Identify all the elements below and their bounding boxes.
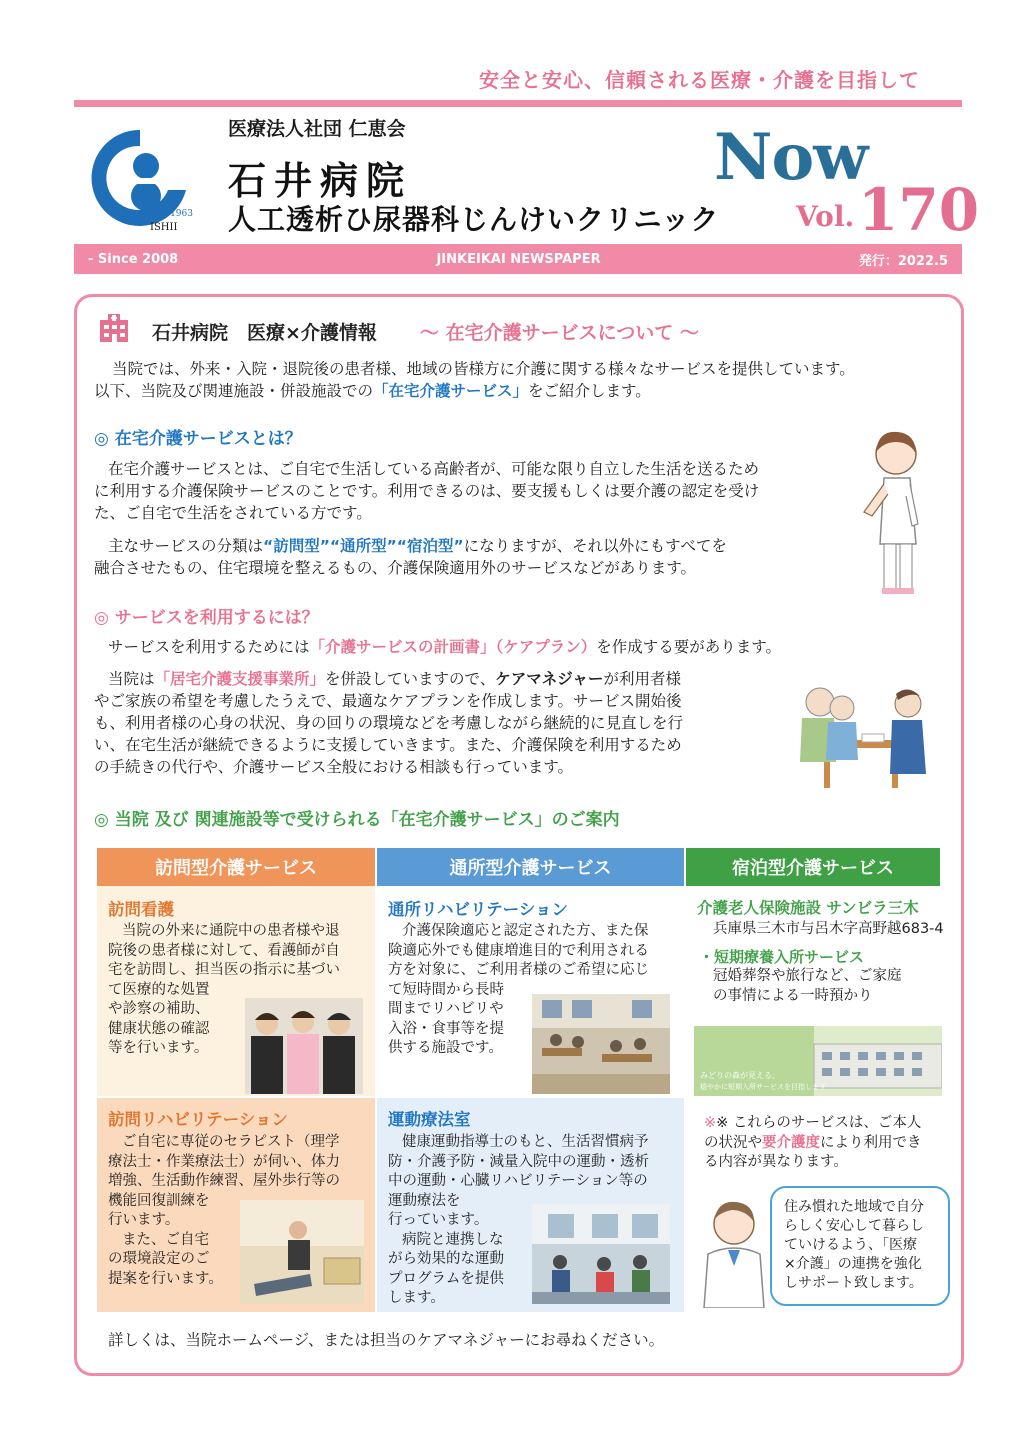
facility-photo-caption-2: 穏やかに短期入所サービスを目指します [700, 1083, 826, 1091]
day-exercise-title: 運動療法室 [388, 1110, 471, 1129]
section-subtitle: ～ 在宅介護サービスについて ～ [420, 322, 699, 344]
exercise-room-photo [532, 1204, 670, 1304]
home-rehab-photo [240, 1200, 364, 1304]
howto-line-4: も、利用者様の心身の状況、身の回りの環境などを考慮しながら継続的に見直しを行 [94, 714, 684, 732]
visit-service-header: 訪問型介護サービス [97, 848, 375, 886]
logo-since: Since 1963 [142, 209, 193, 219]
hospital-name: 石井病院 [228, 158, 413, 203]
hospital-logo [86, 124, 194, 234]
clinic-name: 人工透析ひ尿器科じんけいクリニック [228, 203, 720, 236]
intro-line-2: 以下、当院及び関連施設・併設施設での「在宅介護サービス」をご紹介します。 [94, 382, 651, 400]
newspaper-band [74, 244, 962, 274]
what-line-1: 在宅介護サービスとは、ご自宅で生活している高齢者が、可能な限り自立した生活を送るため [108, 460, 760, 478]
what-line-5: 融合させたもの、住宅環境を整えるもの、介護保険適用外のサービスなどがあります。 [94, 559, 697, 577]
visit-nursing-text: 当院の外来に通院中の患者様や退 院後の患者様に対して、看護師が自 宅を訪問し、担当医の指示に基づい て医療的な処置 や診察の補助、 健康状態の確認 等を行います。 [108, 923, 340, 1056]
howto-line-5: い、在宅生活が継続できるように支援していきます。また、介護保険を利用するため [94, 736, 682, 754]
visit-rehab-title: 訪問リハビリテーション [108, 1110, 289, 1129]
visit-rehab-text: ご自宅に専従のセラピスト（理学 療法士・作業療法士）が伺い、体力 増強、生活動作練習、屋外歩行等の 機能回復訓練を 行います。 また、ご自宅 の環境設定のご 提案を行います。 [108, 1134, 340, 1287]
footer-note: 詳しくは、当院ホームページ、または担当のケアマネジャーにお尋ねください。 [108, 1331, 665, 1349]
doctor-illustration [700, 1196, 770, 1308]
stay-facility-title: 介護老人保険施設 サンビラ三木 [697, 899, 919, 917]
consultation-illustration [790, 678, 940, 790]
what-line-3: た、ご自宅で生活をされている方です。 [94, 504, 372, 522]
stay-short-title: ・短期療養入所サービス [699, 948, 865, 966]
day-service-header: 通所型介護サービス [377, 848, 684, 886]
facility-photo-caption-1: みどりの森が見える、 [700, 1071, 780, 1080]
stay-note: ※※ これらのサービスは、ご本人 の状況や要介護度により利用でき る内容が異なります。 [704, 1115, 922, 1170]
band-since: - Since 2008 [88, 251, 179, 267]
nurse-illustration [854, 424, 930, 596]
band-date: 発行：2022.5 [858, 253, 948, 269]
stay-short-text: 冠婚葬祭や旅行など、ご家庭 の事情による一時預かり [713, 968, 902, 1004]
howto-line-3: やご家族の希望を考慮したうえで、最適なケアプランを作成します。サービス開始後 [94, 692, 682, 710]
howto-line-6: の手続きの代行や、介護サービス全般における相談も行っています。 [94, 758, 573, 776]
nurses-photo [245, 998, 363, 1094]
stay-address: 兵庫県三木市与呂木字高野越683-4 [713, 921, 944, 937]
facility-photo [694, 1026, 942, 1096]
org-name: 医療法人社団 仁恵会 [228, 118, 406, 140]
howto-line-1: サービスを利用するためには「介護サービスの計画書」（ケアプラン）を作成する要があります。 [108, 638, 782, 656]
heading-howto: ◎ サービスを利用するには？ [94, 608, 319, 628]
heading-services: ◎ 当院 及び 関連施設等で受けられる「在宅介護サービス」のご案内 [94, 810, 620, 830]
speech-bubble [770, 1186, 950, 1306]
what-line-4: 主なサービスの分類は“訪問型”“通所型”“宿泊型”になりますが、それ以外にもすべてを [108, 537, 727, 555]
now-label: Now [714, 120, 868, 195]
visit-nursing-title: 訪問看護 [108, 900, 174, 919]
day-rehab-title: 通所リハビリテーション [388, 900, 569, 919]
hospital-building-icon [98, 314, 130, 344]
heading-what: ◎ 在宅介護サービスとは？ [94, 429, 302, 449]
stay-service-header: 宿泊型介護サービス [686, 848, 940, 886]
day-rehab-text: 介護保険適応と認定された方、また保 険適応外でも健康増進目的で利用される 方を対象に、ご利用者様のご希望に応じ て短時間から長時 間までリハビリや 入浴・食事等を提 供する施設です。 [388, 923, 649, 1056]
vol-number: 170 [858, 176, 980, 244]
logo-name: ISHII [150, 222, 178, 233]
section-title: 石井病院 医療×介護情報 [152, 322, 377, 344]
what-line-2: に利用する介護保険サービスのことです。利用できるのは、要支援もしくは要介護の認定を受け [94, 482, 760, 500]
intro-line-1: 当院では、外来・入院・退院後の患者様、地域の皆様方に介護に関する様々なサービスを提供しています。 [112, 360, 855, 378]
band-title: JINKEIKAI NEWSPAPER [436, 251, 601, 267]
top-rule [74, 100, 962, 107]
day-exercise-text: 健康運動指導士のもと、生活習慣病予 防・介護予防・減量入院中の運動・透析 中の運動・心臓リハビリテーション等の 運動療法を 行っています。 病院と連携しな がら効果的な運動 プログラムを提供 します。 [388, 1134, 649, 1306]
howto-line-2: 当院は「居宅介護支援事業所」を併設していますので、ケアマネジャーが利用者様 [108, 670, 681, 688]
day-rehab-photo [532, 994, 670, 1094]
vol-label: Vol. [796, 200, 855, 233]
tagline: 安全と安心、信頼される医療・介護を目指して [479, 68, 920, 92]
speech-bubble-text: 住み慣れた地域で自分 らしく安心して暮らし ていけるよう、「医療 ×介護」の連携を強化 しサポート致します。 [784, 1199, 924, 1291]
